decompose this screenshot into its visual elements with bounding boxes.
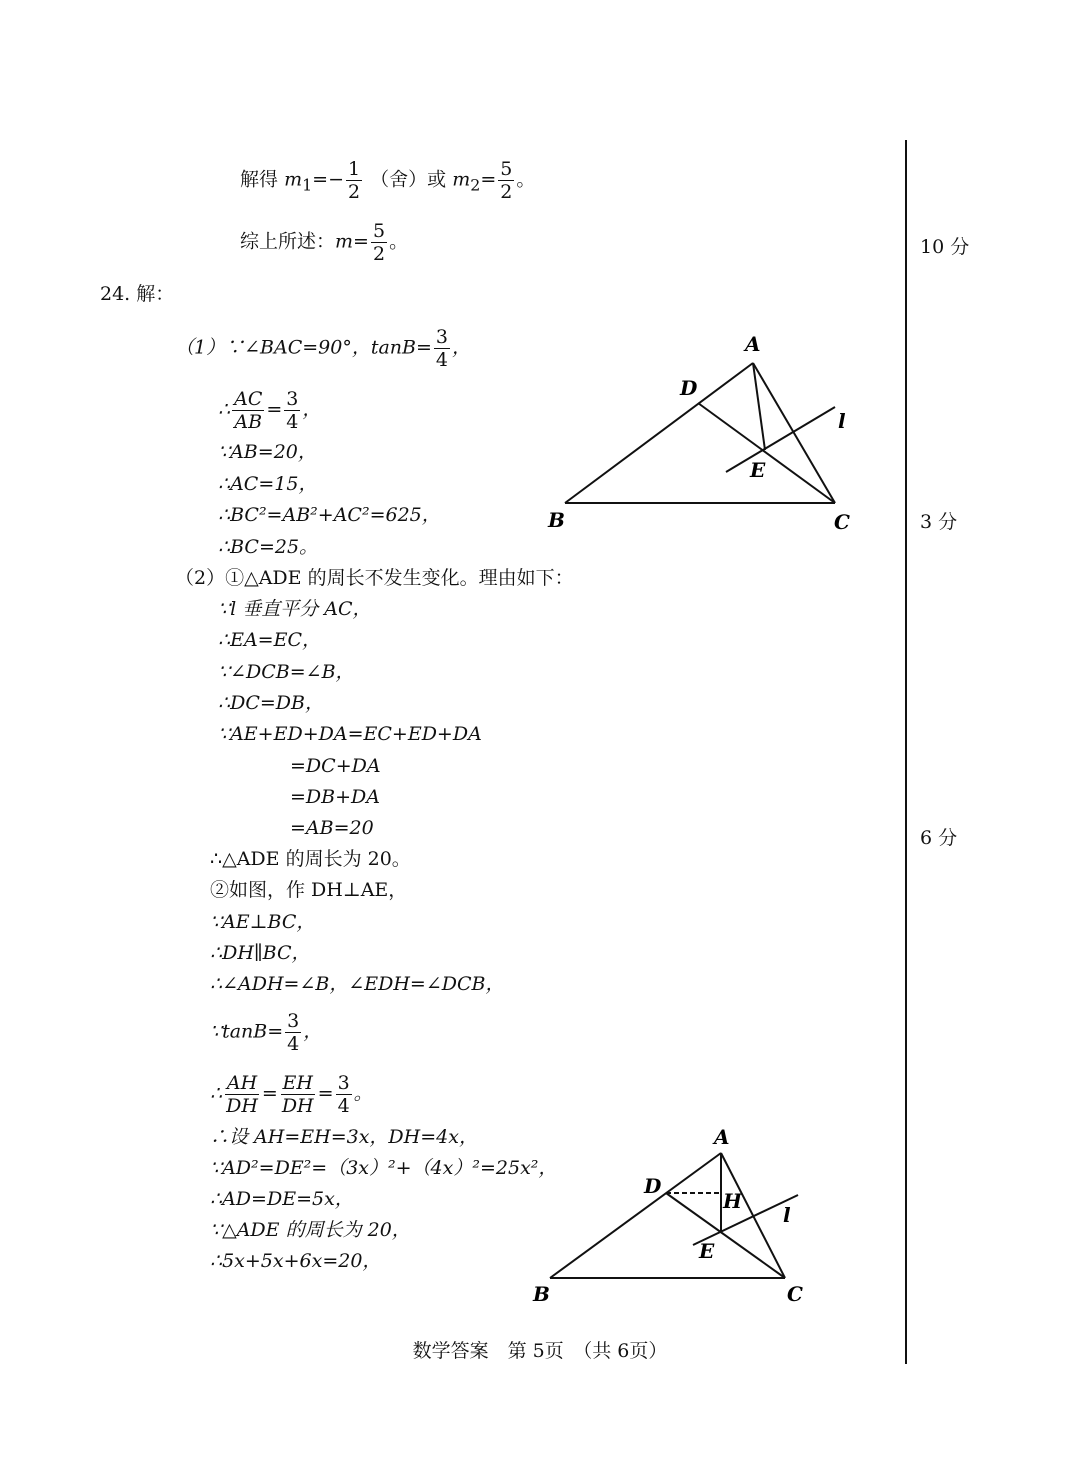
text: 解得 bbox=[240, 168, 279, 191]
text: = bbox=[480, 168, 497, 191]
text: ， bbox=[452, 336, 472, 359]
label-B: B bbox=[548, 508, 565, 532]
part1-line6: ∴BC=25。 bbox=[218, 536, 319, 558]
fraction bbox=[498, 158, 514, 203]
denominator: 2 bbox=[500, 181, 513, 203]
denominator: 4 bbox=[435, 349, 449, 371]
label-A: A bbox=[714, 1125, 730, 1149]
label-E: E bbox=[750, 458, 766, 482]
text: （舍）或 bbox=[370, 168, 447, 191]
text: = bbox=[353, 230, 369, 253]
label-D: D bbox=[680, 376, 698, 400]
text: 。 bbox=[516, 168, 536, 191]
text: 。 bbox=[353, 1082, 373, 1105]
denominator: 4 bbox=[286, 411, 299, 433]
numerator: 3 bbox=[337, 1072, 350, 1094]
score-10: 10 分 bbox=[920, 236, 970, 258]
part2-line5: ∴DC=DB， bbox=[218, 692, 324, 714]
numerator: AC bbox=[234, 388, 263, 410]
text: = bbox=[317, 1082, 334, 1105]
score-6: 6 分 bbox=[920, 827, 958, 849]
label-C: C bbox=[787, 1282, 803, 1306]
part2-line10: ∴△ADE 的周长为 20。 bbox=[210, 848, 411, 870]
text: ， bbox=[303, 1020, 323, 1043]
margin-divider bbox=[905, 140, 907, 1364]
text: =− bbox=[312, 168, 345, 191]
part2-line19: ∴AD=DE=5x， bbox=[210, 1188, 354, 1210]
part1-line4: ∴AC=15， bbox=[218, 473, 318, 495]
denominator: 2 bbox=[348, 181, 361, 203]
part2-line14: ∴∠ADH=∠B，∠EDH=∠DCB， bbox=[210, 973, 505, 995]
part2-line3: ∴EA=EC， bbox=[218, 629, 322, 651]
part1-line3: ∵AB=20， bbox=[218, 441, 317, 463]
denominator: DH bbox=[226, 1095, 258, 1117]
score-3: 3 分 bbox=[920, 511, 958, 533]
denominator: DH bbox=[281, 1095, 314, 1117]
question-24-heading: 24. 解： bbox=[100, 283, 175, 305]
denominator: 4 bbox=[287, 1033, 300, 1055]
fraction bbox=[224, 1072, 260, 1117]
text: = bbox=[266, 398, 283, 421]
var-m2: m bbox=[452, 168, 471, 191]
segment-AE bbox=[753, 363, 765, 450]
part2-line13: ∴DH∥BC， bbox=[210, 942, 311, 964]
numerator: AH bbox=[226, 1072, 258, 1094]
numerator: 3 bbox=[286, 388, 299, 410]
numerator: EH bbox=[282, 1072, 313, 1094]
numerator: 5 bbox=[372, 220, 386, 242]
segment-DC bbox=[698, 403, 835, 503]
denominator: AB bbox=[234, 411, 263, 433]
part2-line4: ∵∠DCB=∠B， bbox=[218, 661, 355, 683]
summary-line bbox=[240, 220, 408, 265]
part1-line2 bbox=[218, 388, 321, 433]
var-m1: m bbox=[284, 168, 303, 191]
part2-line16 bbox=[210, 1072, 373, 1117]
part2-line11: ②如图，作 DH⊥AE， bbox=[210, 879, 408, 901]
part2-line1: （2）①△ADE 的周长不发生变化。理由如下： bbox=[175, 567, 574, 589]
part2-line17: ∴设 AH=EH=3x，DH=4x， bbox=[210, 1126, 478, 1148]
label-C: C bbox=[834, 510, 850, 534]
text: ， bbox=[302, 398, 322, 421]
text: ∵tanB= bbox=[210, 1020, 284, 1043]
label-H: H bbox=[723, 1189, 742, 1213]
part1-line5: ∴BC²=AB²+AC²=625， bbox=[218, 504, 441, 526]
figure-2-triangle bbox=[525, 1125, 825, 1310]
fraction bbox=[371, 220, 387, 265]
part2-line8: =DB+DA bbox=[290, 786, 380, 808]
fraction bbox=[336, 1072, 352, 1117]
part2-line6: ∵AE+ED+DA=EC+ED+DA bbox=[218, 723, 482, 745]
fraction bbox=[232, 388, 264, 433]
label-D: D bbox=[644, 1174, 662, 1198]
part2-line20: ∵△ADE 的周长为 20， bbox=[210, 1219, 411, 1241]
numerator: 5 bbox=[500, 158, 513, 180]
text: （1）∵∠BAC=90°，tanB= bbox=[175, 336, 432, 359]
numerator: 3 bbox=[435, 326, 449, 348]
segment-AC bbox=[753, 363, 835, 503]
text: = bbox=[261, 1082, 278, 1105]
var-m: m bbox=[335, 230, 354, 253]
fraction bbox=[434, 326, 450, 371]
fraction bbox=[285, 1010, 301, 1055]
segment-BA bbox=[550, 1153, 721, 1278]
fraction bbox=[346, 158, 362, 203]
part2-line21: ∴5x+5x+6x=20， bbox=[210, 1250, 382, 1272]
part2-line18: ∵AD²=DE²=（3x）²+（4x）²=25x²， bbox=[210, 1157, 558, 1179]
solution-line bbox=[240, 158, 535, 203]
numerator: 1 bbox=[348, 158, 361, 180]
part2-line2: ∵l 垂直平分 AC， bbox=[218, 598, 372, 620]
label-E: E bbox=[699, 1239, 715, 1263]
text: ∴ bbox=[210, 1082, 223, 1105]
label-l: l bbox=[783, 1203, 791, 1227]
part2-line15 bbox=[210, 1010, 322, 1055]
fraction bbox=[280, 1072, 316, 1117]
denominator: 2 bbox=[372, 243, 386, 265]
fraction bbox=[284, 388, 300, 433]
segment-BA bbox=[565, 363, 753, 503]
label-l: l bbox=[838, 409, 846, 433]
label-B: B bbox=[533, 1282, 550, 1306]
part2-line12: ∵AE⊥BC， bbox=[210, 911, 316, 933]
sub: 2 bbox=[470, 175, 481, 195]
denominator: 4 bbox=[337, 1095, 350, 1117]
part1-line1 bbox=[175, 326, 471, 371]
numerator: 3 bbox=[287, 1010, 300, 1032]
part2-line9: =AB=20 bbox=[290, 817, 374, 839]
text: ∴ bbox=[218, 398, 231, 421]
figure-1-triangle bbox=[540, 325, 870, 540]
page-footer: 数学答案 第 5页 （共 6页） bbox=[412, 1340, 668, 1362]
text: 综上所述： bbox=[240, 230, 336, 253]
part2-line7: =DC+DA bbox=[290, 755, 381, 777]
label-A: A bbox=[745, 332, 761, 356]
sub: 1 bbox=[302, 175, 313, 195]
text: 。 bbox=[389, 230, 409, 253]
